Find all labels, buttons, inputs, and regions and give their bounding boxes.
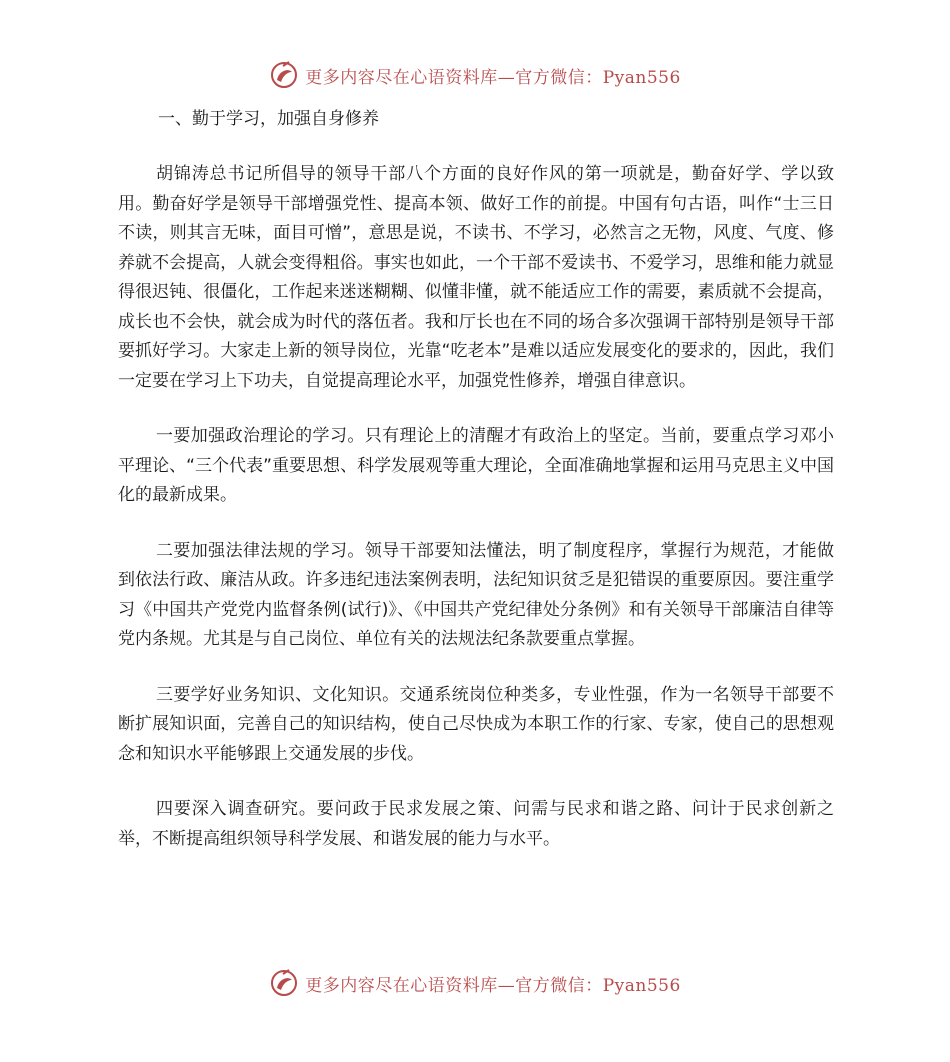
watermark-text: 更多内容尽在心语资料库—官方微信：Pyan556 [305, 67, 681, 88]
document-body [118, 105, 834, 880]
paragraph: 一要加强政治理论的学习。只有理论上的清醒才有政治上的坚定。当前，要重点学习邓小平理论、“三个代表”重要思想、科学发展观等重大理论，全面准确地掌握和运用马克思主义中国化的最新成果。 [118, 426, 834, 505]
watermark-header [0, 60, 950, 90]
watermark-text: 更多内容尽在心语资料库—官方微信：Pyan556 [305, 975, 681, 996]
paragraph: 三要学好业务知识、文化知识。交通系统岗位种类多，专业性强，作为一名领导干部要不断扩展知识面，完善自己的知识结构，使自己尽快成为本职工作的行家、专家，使自己的思想观念和知识水平能够跟上交通发展的步伐。 [118, 684, 834, 764]
section-heading: 一、勤于学习，加强自身修养 [158, 109, 379, 129]
logo-icon [269, 968, 299, 998]
paragraph: 胡锦涛总书记所倡导的领导干部八个方面的良好作风的第一项就是，勤奋好学、学以致用。勤奋好学是领导干部增强党性、提高本领、做好工作的前提。中国有句古语，叫作“士三日不读，则其言无味，面目可憎”，意思是说，不读书、不学习，必然言之无物，风度、气度、修养就不会提高，人就会变得粗俗。事实也如此，一个干部不爱读书、不爱学习，思维和能力就显得很迟钝、很僵化，工作起来迷迷糊糊、似懂非懂，就不能适应工作的需要，素质就不会提高，成长也不会快，就会成为时代的落伍者。我和厅长也在不同的场合多次强调干部特别是领导干部要抓好学习。大家走上新的领导岗位，光靠“吃老本”是难以适应发展变化的要求的，因此，我们一定要在学习上下功夫，自觉提高理论水平，加强党性修养，增强自律意识。 [118, 164, 834, 391]
paragraph: 二要加强法律法规的学习。领导干部要知法懂法，明了制度程序，掌握行为规范，才能做到依法行政、廉洁从政。许多违纪违法案例表明，法纪知识贫乏是犯错误的重要原因。要注重学习《中国共产党党内监督条例(试行)》、《中国共产党纪律处分条例》和有关领导干部廉洁自律等党内条规。尤其是与自己岗位、单位有关的法规法纪条款要重点掌握。 [118, 540, 834, 649]
paragraph: 四要深入调查研究。要问政于民求发展之策、问需与民求和谐之路、问计于民求创新之举，不断提高组织领导科学发展、和谐发展的能力与水平。 [118, 799, 834, 849]
watermark-footer [0, 968, 950, 998]
logo-icon [269, 60, 299, 90]
